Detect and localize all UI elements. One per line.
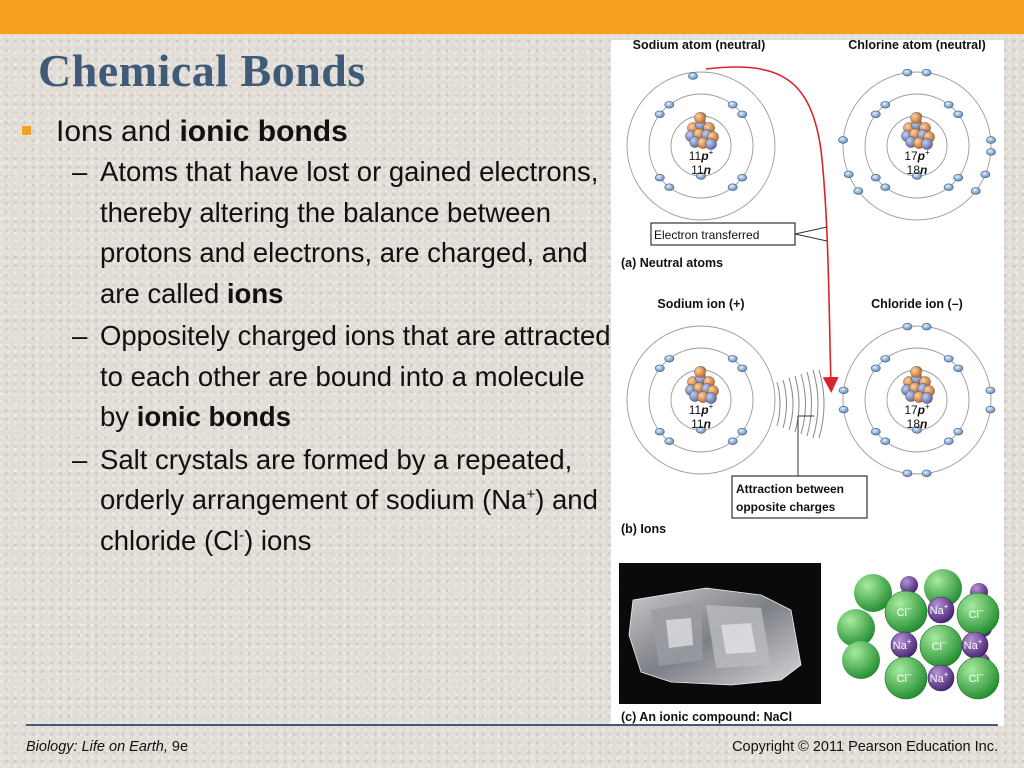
sub-bullet-text: ) and chloride (Cl [100, 484, 598, 556]
callout-line [795, 234, 827, 241]
neutron-count: 11n [691, 417, 711, 431]
electron [871, 111, 880, 118]
electron [728, 355, 737, 362]
electron [986, 406, 995, 413]
sub-bullet-dash: – [72, 443, 88, 475]
chloride-ion-ball [842, 641, 880, 679]
chloride-ion-label: Cl– [896, 670, 912, 685]
proton [694, 112, 705, 123]
electron [944, 438, 953, 445]
sodium-ion-label: Na+ [892, 637, 912, 652]
chloride-ion-ball [837, 609, 875, 647]
electron [903, 69, 912, 76]
electron [986, 137, 995, 144]
main-bullet-text: Ions and [56, 115, 180, 148]
chloride-ion-label: Chloride ion (–) [871, 297, 963, 311]
neutron-count: 11n [691, 163, 711, 177]
sub-bullet-text: Oppositely charged ions that are attracted to each other are bound into a molecule by [100, 320, 611, 432]
salt-crystal-icon [629, 588, 801, 685]
electron [971, 188, 980, 195]
electron-transferred-label: Electron transferred [654, 228, 760, 242]
electron [655, 365, 664, 372]
sub-bullet-bold: ionic bonds [136, 401, 291, 432]
electron [944, 184, 953, 191]
electron [665, 184, 674, 191]
attraction-label-line1: Attraction between [736, 482, 845, 496]
electron [738, 365, 747, 372]
chloride-ion-label: Cl– [968, 670, 984, 685]
slide-title: Chemical Bonds [38, 45, 366, 96]
electron [944, 101, 953, 108]
electron [665, 438, 674, 445]
neutron-count: 18n [906, 163, 928, 177]
electron [838, 137, 847, 144]
panel-b-label: (b) Ions [621, 522, 667, 536]
electron [986, 387, 995, 394]
sub-bullet-text: ) ions [244, 524, 312, 556]
electron [881, 438, 890, 445]
proton [694, 366, 705, 377]
sub-bullet-ionic-bonds [22, 316, 612, 438]
electron [922, 323, 931, 330]
panel-a-label: (a) Neutral atoms [621, 256, 724, 270]
electron [871, 174, 880, 181]
electron [728, 101, 737, 108]
superscript-minus: - [239, 526, 245, 544]
bullet-square-icon [22, 126, 31, 135]
bullet-list [22, 114, 612, 561]
sub-bullet-dash: – [72, 156, 88, 187]
electron [844, 171, 853, 178]
sodium-ion-label: Na+ [929, 602, 949, 617]
electron [871, 365, 880, 372]
sodium-ion-label: Na+ [963, 637, 983, 652]
top-accent-bar [0, 0, 1024, 34]
main-bullet [22, 114, 612, 150]
footer-copyright: Copyright © 2011 Pearson Education Inc. [732, 739, 998, 755]
electron [655, 174, 664, 181]
chlorine-atom-label: Chlorine atom (neutral) [848, 40, 986, 52]
proton-count: 11p+ [688, 402, 714, 417]
electron [954, 111, 963, 118]
electron [738, 111, 747, 118]
proton-count: 11p+ [688, 148, 714, 163]
electron [839, 387, 848, 394]
proton [910, 366, 921, 377]
chloride-ion-label: Cl– [896, 604, 912, 619]
electron [738, 428, 747, 435]
electron [986, 149, 995, 156]
sub-bullet-dash: – [72, 320, 88, 351]
figure-svg [611, 40, 1004, 726]
electron [881, 184, 890, 191]
attraction-lines [777, 370, 824, 438]
electron [903, 470, 912, 477]
sub-bullet-ions [22, 152, 612, 314]
electron [954, 174, 963, 181]
footer-divider [26, 724, 998, 726]
electron [854, 188, 863, 195]
sub-bullet-text: Atoms that have lost or gained electrons, thereby altering the balance between protons and electrons, are charged, and are called [100, 156, 599, 309]
neutron-count: 18n [906, 417, 928, 431]
proton-count: 17p+ [904, 402, 930, 417]
electron [728, 184, 737, 191]
chloride-ion-label: Cl– [931, 638, 947, 653]
attraction-label-line2: opposite charges [736, 500, 836, 514]
chloride-ion-label: Cl– [968, 606, 984, 621]
electron [944, 355, 953, 362]
ionic-bond-figure [611, 40, 1004, 726]
proton-count: 17p+ [904, 148, 930, 163]
nacl-lattice [837, 569, 999, 699]
panel-c-label: (c) An ionic compound: NaCl [621, 710, 793, 724]
footer-edition: 9e [167, 739, 189, 755]
electron [665, 355, 674, 362]
electron [881, 355, 890, 362]
sodium-ion-label: Sodium ion (+) [657, 297, 745, 311]
electron [954, 365, 963, 372]
sodium-atom-label: Sodium atom (neutral) [632, 40, 766, 52]
superscript-plus: + [526, 485, 536, 503]
electron [728, 438, 737, 445]
electron [688, 73, 697, 80]
sodium-ion-label: Na+ [929, 670, 949, 685]
electron [903, 323, 912, 330]
footer-book-title: Biology: Life on Earth, [26, 739, 168, 755]
footer-book [26, 739, 188, 755]
electron [665, 101, 674, 108]
electron [655, 111, 664, 118]
sub-bullet-bold: ions [226, 277, 284, 309]
electron [954, 428, 963, 435]
sub-bullet-salt-crystals [22, 440, 612, 562]
electron [839, 406, 848, 413]
proton [910, 112, 921, 123]
electron [922, 470, 931, 477]
callout-line [795, 227, 827, 234]
electron [922, 69, 931, 76]
electron [881, 101, 890, 108]
electron [655, 428, 664, 435]
electron [981, 171, 990, 178]
electron [738, 174, 747, 181]
sub-bullet-text: Salt crystals are formed by a repeated, orderly arrangement of sodium (Na [100, 443, 573, 515]
electron [871, 428, 880, 435]
main-bullet-bold: ionic bonds [179, 115, 348, 148]
